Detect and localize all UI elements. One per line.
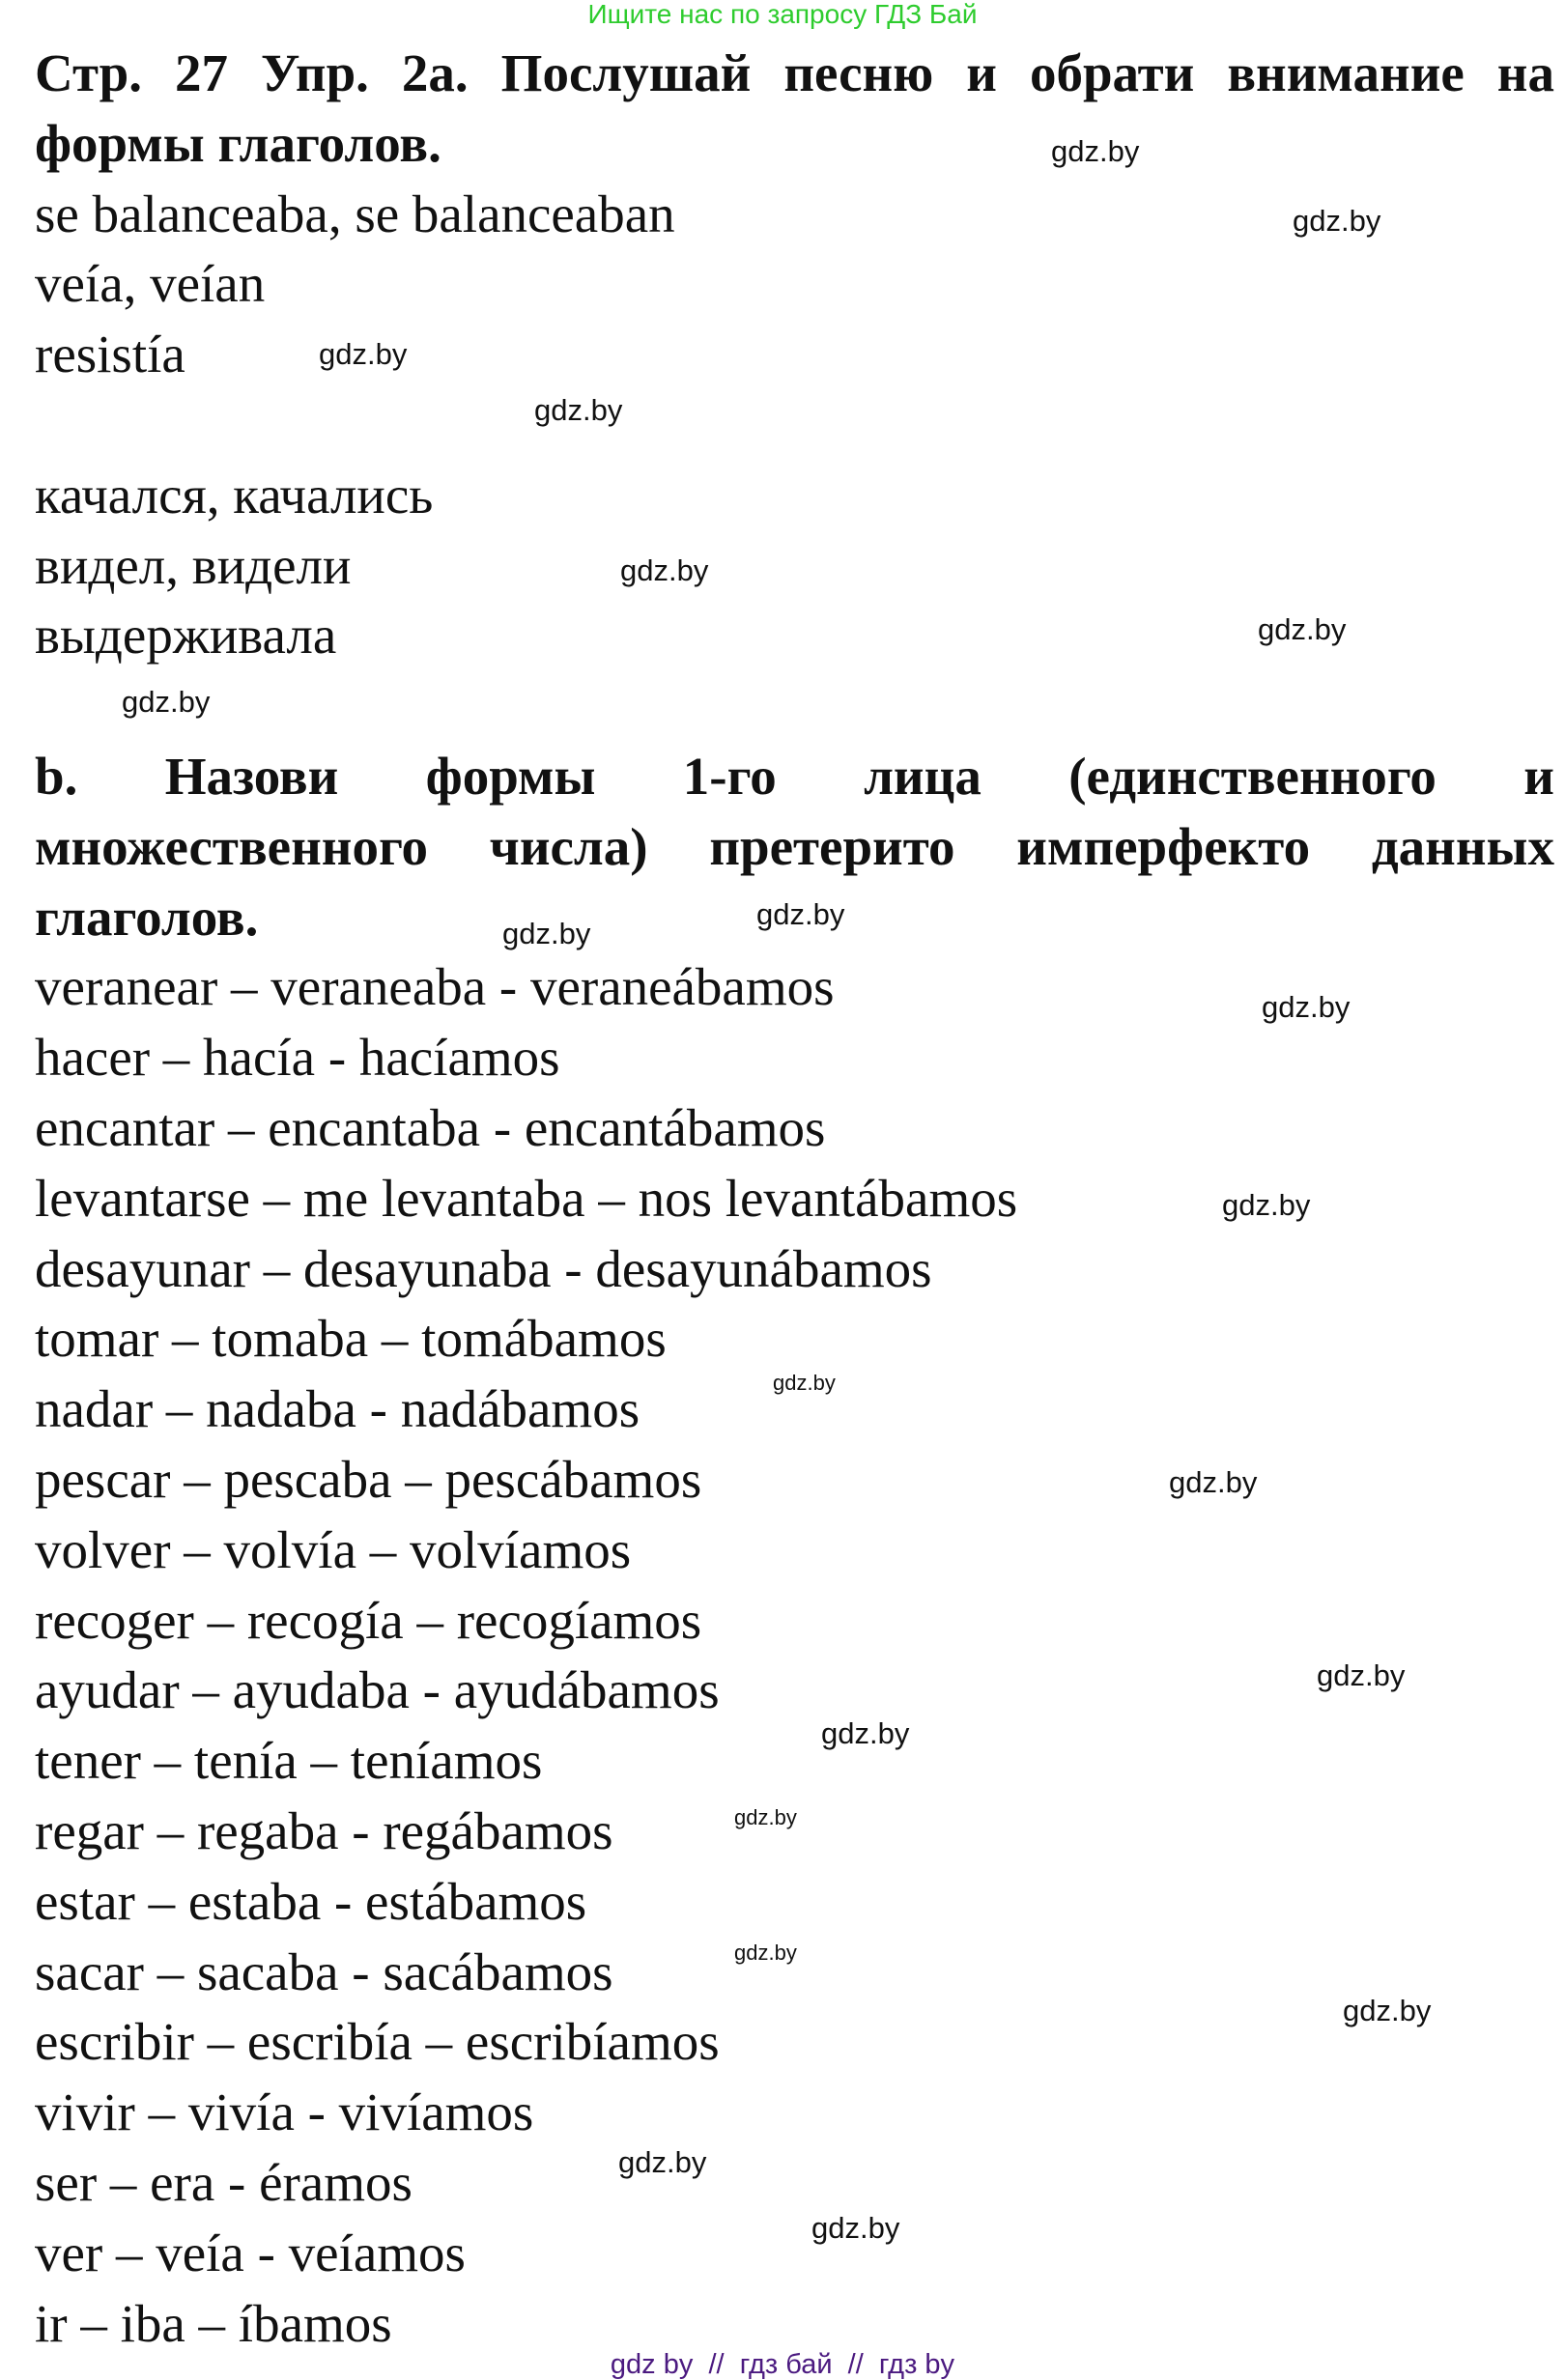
part-b-title-line3: глаголов.	[35, 887, 259, 947]
verb-row: veranear – veraneaba - veraneábamos	[35, 957, 835, 1017]
watermark: gdz.by	[1222, 1188, 1311, 1222]
russian-form: видел, видели	[35, 535, 352, 595]
watermark: gdz.by	[756, 897, 845, 931]
watermark: gdz.by	[534, 393, 623, 427]
russian-form: качался, качались	[35, 465, 434, 524]
verb-row: ver – veía - veíamos	[35, 2223, 466, 2282]
watermark: gdz.by	[319, 337, 408, 371]
verb-row: ir – iba – íbamos	[35, 2293, 392, 2353]
verb-row: encantar – encantaba - encantábamos	[35, 1097, 826, 1157]
watermark: gdz.by	[502, 917, 591, 950]
verb-row: sacar – sacaba - sacábamos	[35, 1941, 613, 2001]
watermark: gdz.by	[618, 2145, 707, 2179]
watermark: gdz.by	[811, 2211, 900, 2245]
spacer	[35, 390, 1554, 461]
footer-links[interactable]: gdz by // гдз бай // гдз by	[610, 2349, 955, 2380]
spanish-form: veía, veían	[35, 254, 266, 314]
watermark: gdz.by	[1262, 990, 1351, 1024]
spacer	[35, 671, 1554, 742]
watermark: gdz.by	[620, 553, 709, 587]
verb-row: escribir – escribía – escribíamos	[35, 2012, 720, 2072]
part-a-title-line1: Стр. 27 Упр. 2а. Послушай песню и обрати внимание на	[35, 43, 1554, 102]
part-a-title-line2: формы глаголов.	[35, 113, 441, 173]
verb-row: ayudar – ayudaba - ayudábamos	[35, 1660, 720, 1720]
verb-row: regar – regaba - regábamos	[35, 1800, 613, 1860]
watermark: gdz.by	[773, 1371, 836, 1395]
watermark: gdz.by	[821, 1716, 910, 1750]
verb-row: ser – era - éramos	[35, 2152, 413, 2212]
verb-row: vivir – vivía - vivíamos	[35, 2082, 534, 2142]
document-body	[35, 39, 1554, 2359]
watermark: gdz.by	[1343, 1994, 1432, 2027]
verb-row: pescar – pescaba – pescábamos	[35, 1449, 702, 1509]
top-banner[interactable]: Ищите нас по запросу ГДЗ Бай	[587, 0, 978, 29]
verb-row: desayunar – desayunaba - desayunábamos	[35, 1238, 932, 1298]
watermark: gdz.by	[734, 1805, 797, 1829]
watermark: gdz.by	[734, 1941, 797, 1965]
watermark: gdz.by	[1051, 134, 1140, 168]
verb-row: hacer – hacía - hacíamos	[35, 1028, 560, 1088]
spanish-form: resistía	[35, 325, 185, 384]
watermark: gdz.by	[1258, 612, 1347, 646]
watermark: gdz.by	[1293, 204, 1381, 238]
verb-row: nadar – nadaba - nadábamos	[35, 1379, 640, 1439]
russian-form: выдерживала	[35, 606, 337, 666]
part-b-title-line2: множественного числа) претерито имперфекто данных	[35, 816, 1554, 876]
verb-row: levantarse – me levantaba – nos levantábamos	[35, 1168, 1018, 1228]
spanish-form: se balanceaba, se balanceaban	[35, 184, 675, 243]
verb-row: tomar – tomaba – tomábamos	[35, 1309, 667, 1369]
verb-row: tener – tenía – teníamos	[35, 1731, 543, 1791]
verb-row: recoger – recogía – recogíamos	[35, 1590, 702, 1650]
watermark: gdz.by	[122, 685, 211, 719]
watermark: gdz.by	[1169, 1465, 1258, 1499]
verb-row: estar – estaba - estábamos	[35, 1871, 587, 1931]
verb-row: volver – volvía – volvíamos	[35, 1519, 632, 1579]
watermark: gdz.by	[1317, 1658, 1406, 1692]
part-b-title-line1: b. Назови формы 1-го лица (единственного и	[35, 746, 1554, 806]
